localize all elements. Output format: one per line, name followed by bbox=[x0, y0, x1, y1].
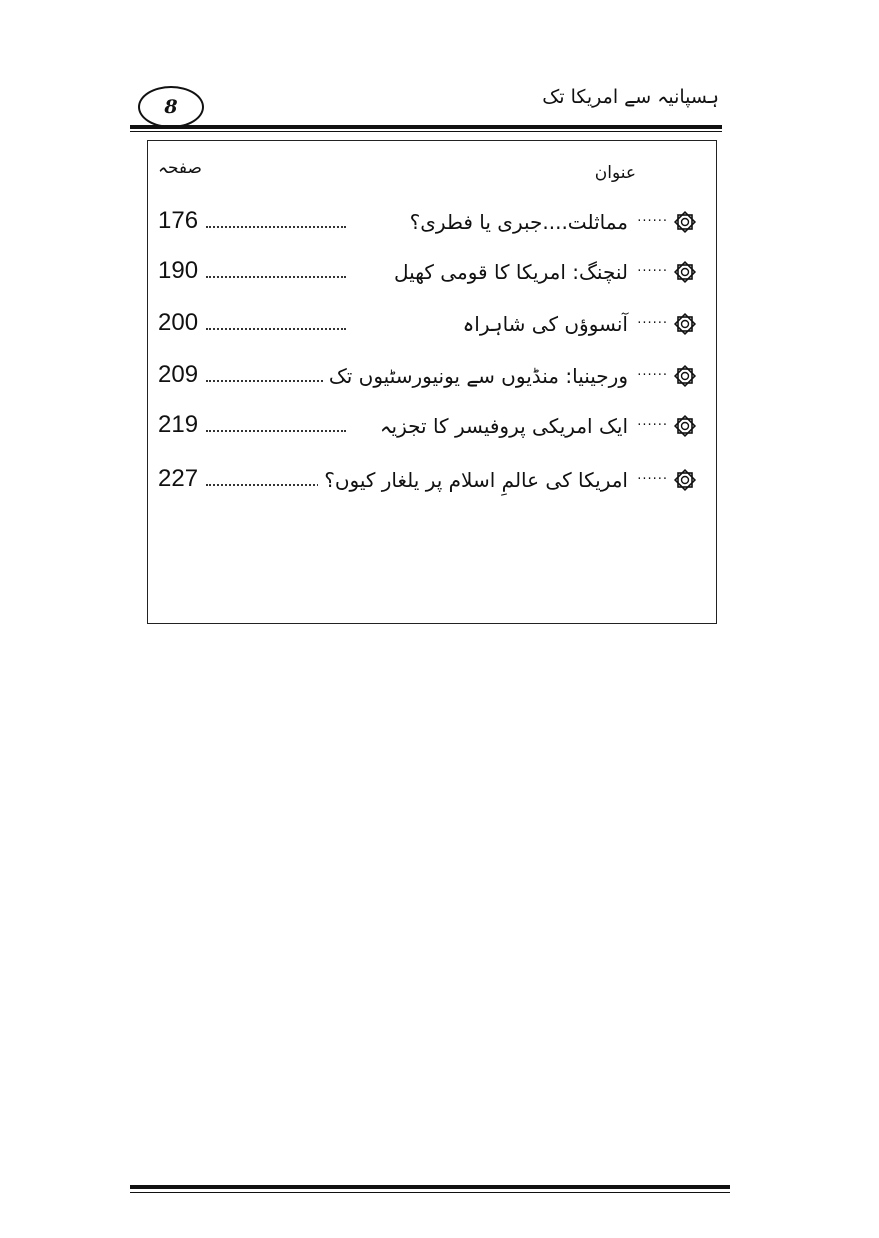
dot-leader bbox=[206, 276, 346, 278]
toc-entry-dots: ...... bbox=[637, 468, 668, 483]
ornament-star-icon bbox=[672, 363, 698, 389]
toc-entry[interactable] bbox=[158, 463, 706, 503]
toc-entry-dots: ...... bbox=[637, 210, 668, 225]
toc-entry-title: ورجینیا: منڈیوں سے یونیورسٹیوں تک bbox=[323, 364, 628, 388]
ornament-star-icon bbox=[672, 311, 698, 337]
toc-entry-title: لنچنگ: امریکا کا قومی کھیل bbox=[388, 260, 628, 284]
column-heading-page: صفحہ bbox=[158, 158, 202, 178]
dot-leader bbox=[206, 226, 346, 228]
ornament-star-icon bbox=[672, 259, 698, 285]
dot-leader bbox=[206, 328, 346, 330]
toc-entry[interactable] bbox=[158, 359, 706, 399]
toc-entry-page: 219 bbox=[158, 411, 199, 438]
toc-entry[interactable] bbox=[158, 307, 706, 347]
toc-entry-page: 227 bbox=[158, 465, 199, 492]
toc-entry-page: 176 bbox=[158, 207, 199, 234]
toc-entry-page: 209 bbox=[158, 361, 199, 388]
header-rule bbox=[130, 125, 722, 129]
toc-entry-title: امریکا کی عالمِ اسلام پر یلغار کیوں؟ bbox=[318, 468, 628, 492]
toc-entry-dots: ...... bbox=[637, 260, 668, 275]
toc-entry[interactable] bbox=[158, 409, 706, 449]
toc-entry-title: آنسوؤں کی شاہراہ bbox=[457, 312, 628, 336]
toc-entry-page: 200 bbox=[158, 309, 199, 336]
toc-entry[interactable] bbox=[158, 255, 706, 295]
toc-entry-title: ایک امریکی پروفیسر کا تجزیہ bbox=[374, 414, 628, 438]
footer-rule bbox=[130, 1185, 730, 1189]
table-of-contents bbox=[147, 140, 717, 624]
book-title: ہسپانیہ سے امریکا تک bbox=[542, 86, 719, 108]
column-heading-title: عنوان bbox=[594, 163, 636, 183]
toc-entry-dots: ...... bbox=[637, 414, 668, 429]
dot-leader bbox=[206, 430, 346, 432]
ornament-star-icon bbox=[672, 467, 698, 493]
toc-entry-dots: ...... bbox=[637, 312, 668, 327]
header-rule-thin bbox=[130, 131, 722, 132]
toc-entry[interactable] bbox=[158, 205, 706, 245]
ornament-star-icon bbox=[672, 413, 698, 439]
toc-entry-dots: ...... bbox=[637, 364, 668, 379]
toc-entry-page: 190 bbox=[158, 257, 199, 284]
toc-entry-title: مماثلت....جبری یا فطری؟ bbox=[404, 210, 628, 234]
footer-rule-thin bbox=[130, 1192, 730, 1193]
page-number-badge: 8 bbox=[138, 86, 204, 128]
ornament-star-icon bbox=[672, 209, 698, 235]
